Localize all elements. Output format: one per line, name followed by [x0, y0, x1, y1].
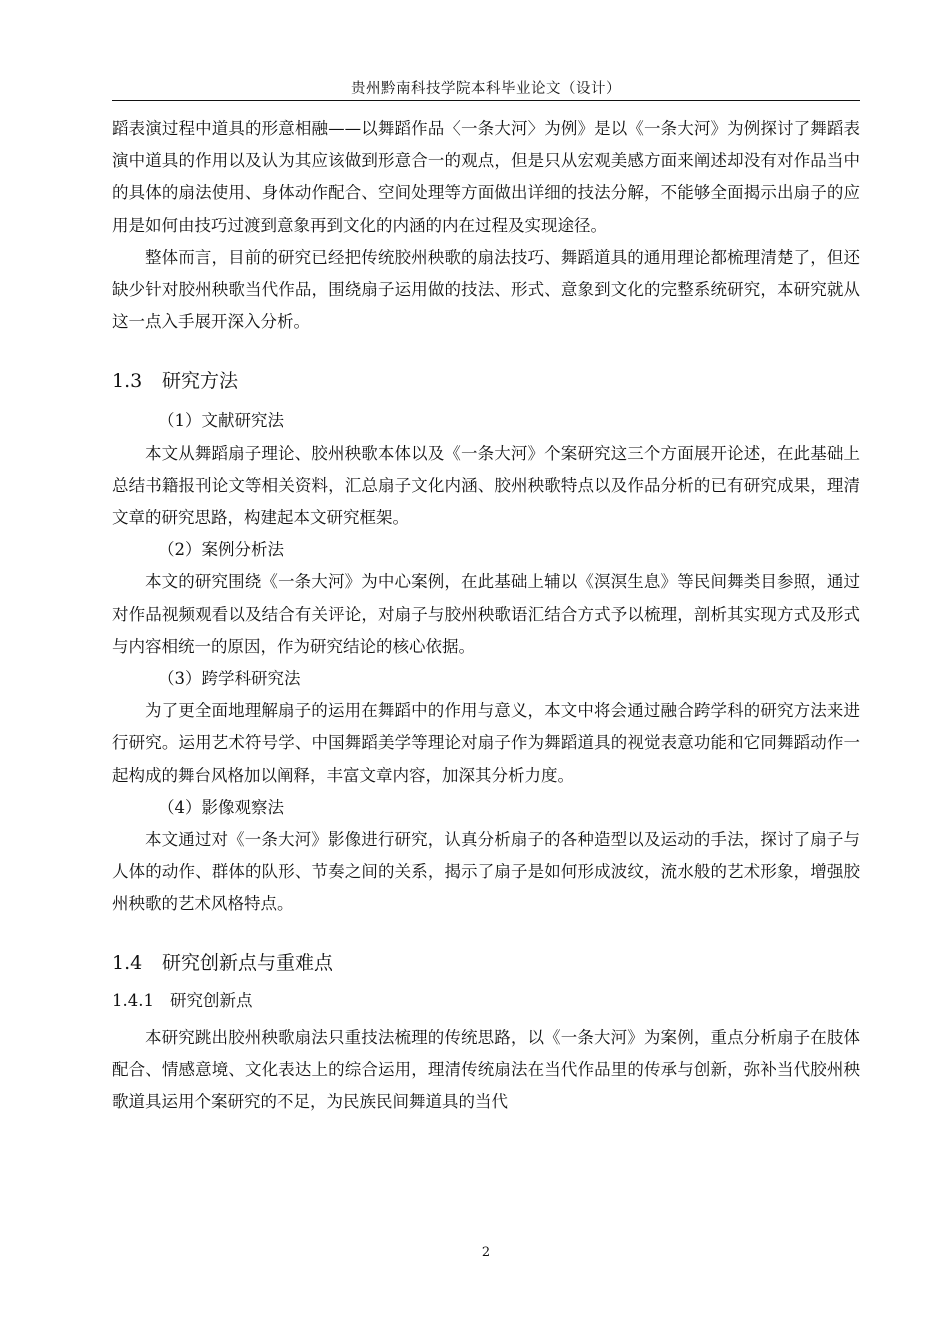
section-number: 1.3: [112, 370, 143, 393]
subsection-title: 研究创新点: [170, 990, 253, 1010]
page-header: 贵州黔南科技学院本科毕业论文（设计）: [351, 81, 621, 97]
method-label: （3）跨学科研究法: [158, 669, 301, 689]
paragraph: 本文的研究围绕《一条大河》为中心案例，在此基础上辅以《溟溟生息》等民间舞类目参照，通过对作品视频观看以及结合有关评论，对扇子与胶州秧歌语汇结合方式予以梳理，剖析其实现方式及形式与内容相统一的原因，作为研究结论的核心依据。: [112, 572, 860, 656]
paragraph: 整体而言，目前的研究已经把传统胶州秧歌的扇法技巧、舞蹈道具的通用理论都梳理清楚了，但还缺少针对胶州秧歌当代作品，围绕扇子运用做的技法、形式、意象到文化的完整系统研究，本研究就从这一点入手展开深入分析。: [112, 247, 860, 332]
paragraph: 蹈表演过程中道具的形意相融——以舞蹈作品〈一条大河〉为例》是以《一条大河》为例探讨了舞蹈表演中道具的作用以及认为其应该做到形意合一的观点，但是只从宏观美感方面来阐述却没有对作品当中的具体的扇法使用、身体动作配合、空间处理等方面做出详细的技法分解，不能够全面揭示出扇子的应用是如何由技巧过渡到意象再到文化的内涵的内在过程及实现途径。: [112, 119, 860, 235]
page-number: 2: [481, 1245, 491, 1260]
method-label: （2）案例分析法: [158, 540, 284, 560]
section-title: 研究方法: [162, 370, 239, 393]
subsection-number: 1.4.1: [112, 990, 154, 1010]
paragraph: 本文从舞蹈扇子理论、胶州秧歌本体以及《一条大河》个案研究这三个方面展开论述，在此基础上总结书籍报刊论文等相关资料，汇总扇子文化内涵、胶州秧歌特点以及作品分析的已有研究成果，理清文章的研究思路，构建起本文研究框架。: [112, 443, 860, 528]
paragraph: 为了更全面地理解扇子的运用在舞蹈中的作用与意义，本文中将会通过融合跨学科的研究方法来进行研究。运用艺术符号学、中国舞蹈美学等理论对扇子作为舞蹈道具的视觉表意功能和它同舞蹈动作一起构成的舞台风格加以阐释，丰富文章内容，加深其分析力度。: [112, 701, 860, 785]
method-label: （1）文献研究法: [158, 411, 284, 431]
method-label: （4）影像观察法: [158, 797, 284, 817]
paragraph: 本文通过对《一条大河》影像进行研究，认真分析扇子的各种造型以及运动的手法，探讨了扇子与人体的动作、群体的队形、节奏之间的关系，揭示了扇子是如何形成波纹，流水般的艺术形象，增强胶州秧歌的艺术风格特点。: [112, 830, 860, 914]
section-heading: [112, 947, 860, 979]
section-heading: [112, 365, 860, 397]
section-number: 1.4: [112, 951, 143, 974]
paragraph: 本研究跳出胶州秧歌扇法只重技法梳理的传统思路，以《一条大河》为案例，重点分析扇子在肢体配合、情感意境、文化表达上的综合运用，理清传统扇法在当代作品里的传承与创新，弥补当代胶州秧歌道具运用个案研究的不足，为民族民间舞道具的当代: [112, 1027, 860, 1112]
page-body: [112, 113, 860, 1118]
subsection-heading: [112, 985, 860, 1017]
section-title: 研究创新点与重难点: [162, 951, 334, 974]
header-divider: [112, 100, 860, 101]
